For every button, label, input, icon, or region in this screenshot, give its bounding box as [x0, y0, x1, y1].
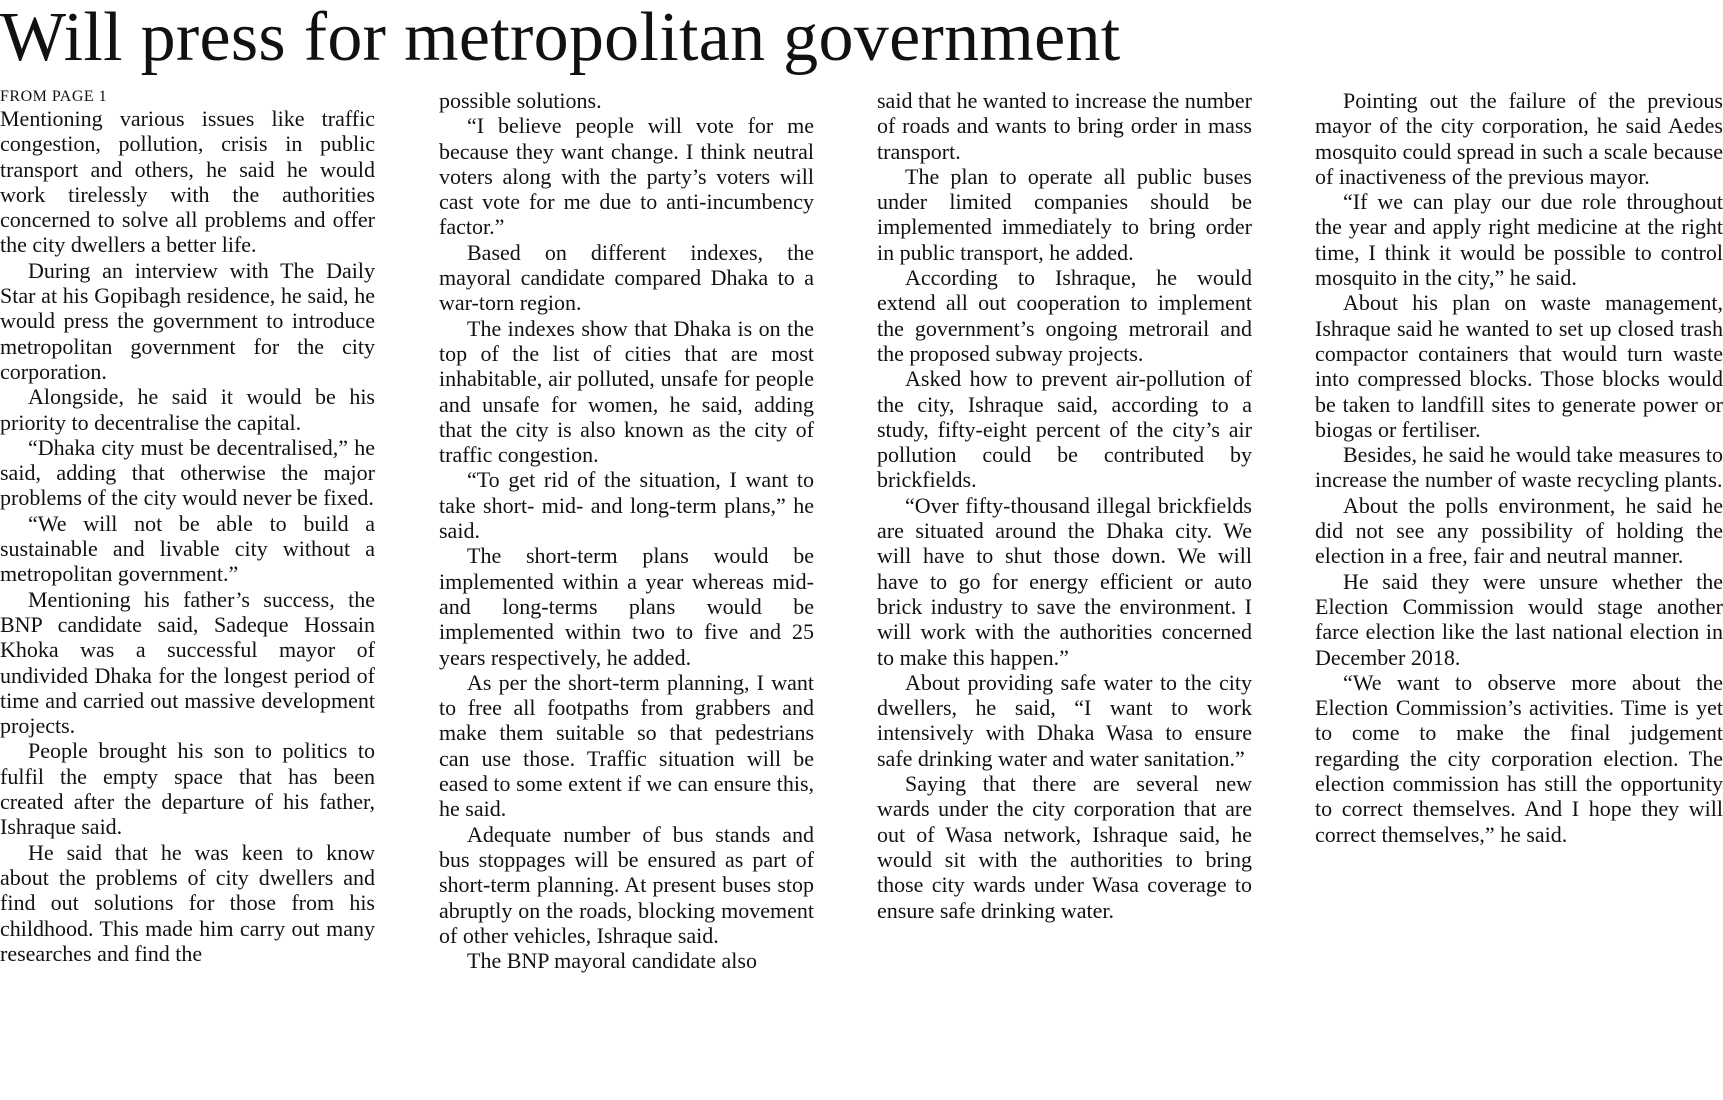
article-paragraph: Based on different indexes, the mayoral candidate compared Dhaka to a war-torn region.	[439, 239, 814, 316]
article-paragraph: “We want to observe more about the Election Commission’s activities. Time is yet to come to make the final judgement regarding the city corporation election. The election commission has still the opportunity to correct themselves. And I hope they will correct themselves,” he said.	[1315, 669, 1723, 847]
article-paragraph: Mentioning various issues like traffic congestion, pollution, crisis in public transport and others, he said he would work tirelessly with the authorities concerned to solve all problems and offer the city dwellers a better life.	[0, 106, 375, 258]
continued-from-label: FROM PAGE 1	[0, 88, 108, 105]
article-paragraph: “We will not be able to build a sustainable and livable city without a metropolitan government.”	[0, 510, 375, 587]
article-paragraph: “Dhaka city must be decentralised,” he said, adding that otherwise the major problems of the city would never be fixed.	[0, 434, 375, 511]
article-paragraph: About the polls environment, he said he did not see any possibility of holding the election in a free, fair and neutral manner.	[1315, 492, 1723, 569]
article-paragraph: said that he wanted to increase the number of roads and wants to bring order in mass transport.	[877, 88, 1252, 164]
article-column-2	[439, 88, 814, 973]
article-paragraph: The plan to operate all public buses under limited companies should be implemented immediately to bring order in public transport, he added.	[877, 163, 1252, 265]
article-paragraph: “Over fifty-thousand illegal brickfields are situated around the Dhaka city. We will have to shut those down. We will have to go for energy efficient or auto brick industry to save the environment. I will work with the authorities concerned to make this happen.”	[877, 492, 1252, 670]
article-paragraph: He said that he was keen to know about the problems of city dwellers and find out solutions for those from his childhood. This made him carry out many researches and find the	[0, 839, 375, 966]
article-paragraph: The indexes show that Dhaka is on the top of the list of cities that are most inhabitable, air polluted, unsafe for people and unsafe for women, he said, adding that the city is also known as the city of traffic congestion.	[439, 315, 814, 468]
article-paragraph: Mentioning his father’s success, the BNP candidate said, Sadeque Hossain Khoka was a successful mayor of undivided Dhaka for the longest period of time and carried out massive development projects.	[0, 586, 375, 739]
article-paragraph: Saying that there are several new wards under the city corporation that are out of Wasa network, Ishraque said, he would sit with the authorities to bring those city wards under Wasa coverage to ensure safe drinking water.	[877, 771, 1252, 923]
article-paragraph: The BNP mayoral candidate also	[467, 948, 757, 974]
article-column-4	[1315, 88, 1723, 847]
article-paragraph: “I believe people will vote for me because they want change. I think neutral voters along with the party’s voters will cast vote for me due to anti-incumbency factor.”	[439, 113, 814, 240]
article-paragraph: Asked how to prevent air-pollution of the city, Ishraque said, according to a study, fifty-eight percent of the city’s air pollution could be contributed by brickfields.	[877, 366, 1252, 493]
article-paragraph: About providing safe water to the city dwellers, he said, “I want to work intensively with Dhaka Wasa to ensure safe drinking water and water sanitation.”	[877, 669, 1252, 771]
article-paragraph: Alongside, he said it would be his priority to decentralise the capital.	[0, 384, 375, 435]
article-paragraph: “To get rid of the situation, I want to take short- mid- and long-term plans,” he said.	[439, 467, 814, 544]
article-paragraph: As per the short-term planning, I want to free all footpaths from grabbers and make them suitable so that pedestrians can use those. Traffic situation will be eased to some extent if we can ensure this, he said.	[439, 669, 814, 822]
article-paragraph: Besides, he said he would take measures to increase the number of waste recycling plants.	[1315, 442, 1723, 493]
article-paragraph: “If we can play our due role throughout the year and apply right medicine at the right time, I think it would be possible to control mosquito in the city,” he said.	[1315, 189, 1723, 291]
article-paragraph: possible solutions.	[439, 88, 602, 113]
article-paragraph: Adequate number of bus stands and bus stoppages will be ensured as part of short-term planning. At present buses stop abruptly on the roads, blocking movement of other vehicles, Ishraque said.	[439, 821, 814, 948]
headline: Will press for metropolitan government	[0, 0, 1121, 76]
article-paragraph: According to Ishraque, he would extend all out cooperation to implement the government’s ongoing metrorail and the proposed subway projects.	[877, 265, 1252, 366]
article-column-1	[0, 88, 375, 966]
article-paragraph: He said they were unsure whether the Election Commission would stage another farce election like the last national election in December 2018.	[1315, 568, 1723, 670]
article-paragraph: During an interview with The Daily Star at his Gopibagh residence, he said, he would press the government to introduce metropolitan government for the city corporation.	[0, 257, 375, 384]
article-paragraph: About his plan on waste management, Ishraque said he wanted to set up closed trash compactor containers that would turn waste into compressed blocks. Those blocks would be taken to landfill sites to generate power or biogas or fertiliser.	[1315, 290, 1723, 442]
article-paragraph: Pointing out the failure of the previous mayor of the city corporation, he said Aedes mosquito could spread in such a scale because of inactiveness of the previous mayor.	[1315, 88, 1723, 189]
article-paragraph: The short-term plans would be implemented within a year whereas mid- and long-terms plans would be implemented within two to five and 25 years respectively, he added.	[439, 543, 814, 670]
article-paragraph: People brought his son to politics to fulfil the empty space that has been created after the departure of his father, Ishraque said.	[0, 738, 375, 840]
article-column-3	[877, 88, 1252, 923]
